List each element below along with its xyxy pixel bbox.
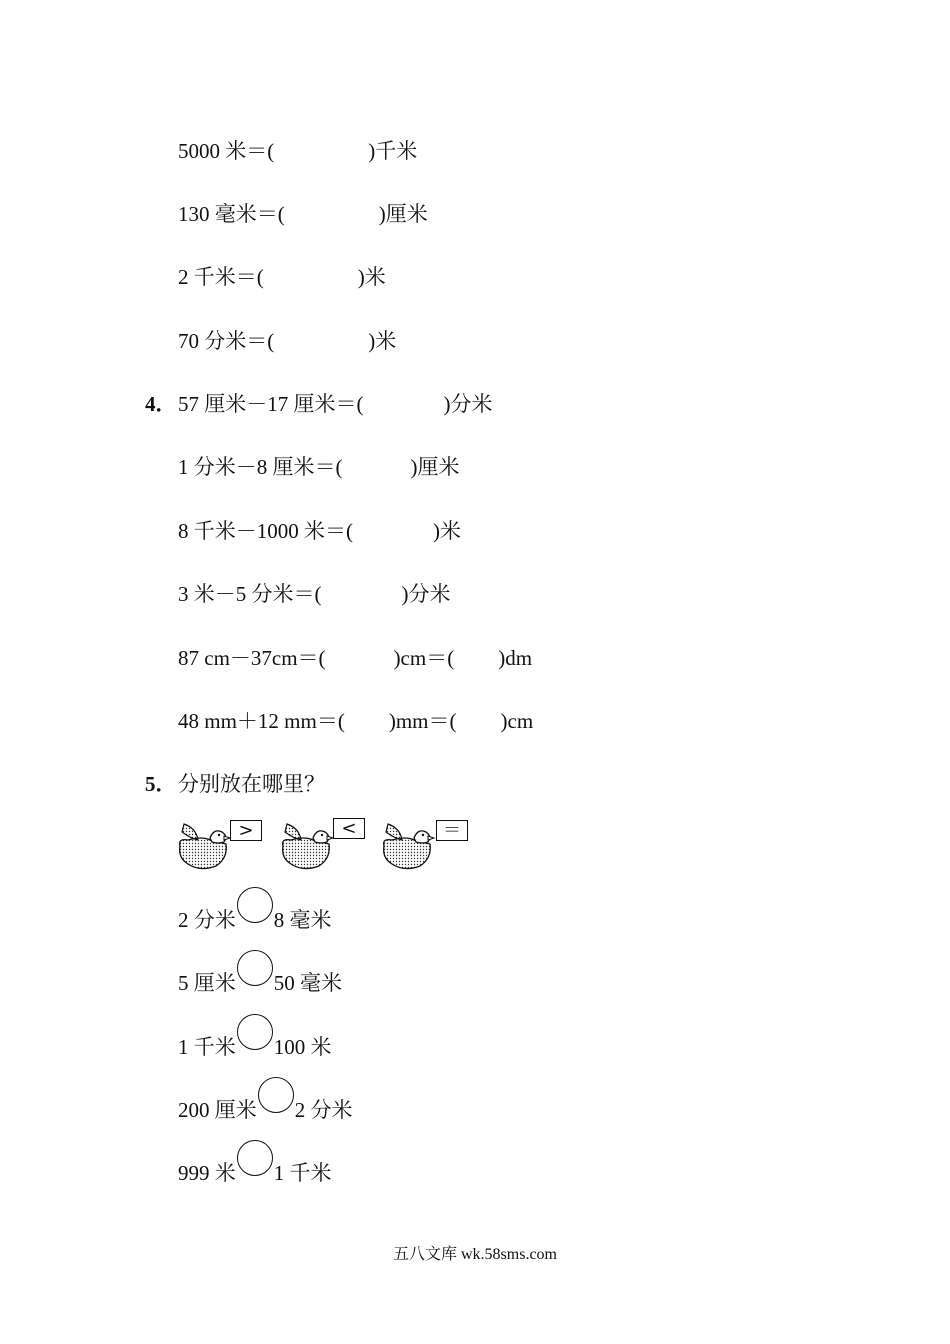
q4-line-1-left: 57 厘米－17 厘米＝( [178, 392, 364, 416]
compare-left: 5 厘米 [178, 971, 236, 995]
compare-left: 2 分米 [178, 908, 236, 932]
q3-line-4 [178, 328, 396, 354]
compare-item-5 [178, 1150, 332, 1186]
q4-line-3-left: 8 千米－1000 米＝( [178, 519, 353, 543]
q3-line-4-left: 70 分米＝( [178, 329, 275, 353]
q3-line-3-left: 2 千米＝( [178, 265, 264, 289]
q4-line-6-b: )mm＝( [388, 709, 457, 733]
compare-left: 999 米 [178, 1161, 236, 1185]
compare-right: 100 米 [273, 1035, 332, 1059]
q4-line-3 [178, 518, 461, 544]
answer-circle[interactable] [237, 950, 273, 986]
answer-circle[interactable] [237, 1140, 273, 1176]
q4-line-4-left: 3 米－5 分米＝( [178, 582, 322, 606]
footer-watermark: 五八文库 wk.58sms.com [392, 1246, 557, 1263]
answer-circle[interactable] [237, 1014, 273, 1050]
q4-line-3-right: )米 [433, 519, 461, 543]
q5-number: 5． [145, 772, 177, 796]
compare-item-4 [178, 1087, 353, 1123]
q4-line-2-right: )厘米 [410, 455, 460, 479]
answer-circle[interactable] [237, 887, 273, 923]
q4-line-6 [178, 708, 533, 734]
q4-line-5-b: )cm＝( [393, 646, 455, 670]
compare-right: 1 千米 [273, 1161, 332, 1185]
compare-right: 8 毫米 [273, 908, 332, 932]
q5-title: 分别放在哪里？ [178, 772, 325, 796]
q3-line-1 [178, 138, 417, 164]
compare-left: 200 厘米 [178, 1098, 257, 1122]
compare-item-2 [178, 960, 342, 996]
bird-icon [279, 818, 335, 872]
q4-line-5-a: 87 cm－37cm＝( [178, 646, 326, 670]
q4-number: 4． [145, 392, 177, 416]
compare-item-3 [178, 1024, 332, 1060]
q4-line-6-a: 48 mm＋12 mm＝( [178, 709, 345, 733]
q3-line-1-right: )千米 [368, 139, 418, 163]
equal-symbol-box: ＝ [436, 820, 468, 841]
bird-icon [176, 818, 232, 872]
compare-right: 2 分米 [294, 1098, 353, 1122]
compare-item-1 [178, 897, 332, 933]
q4-line-4 [178, 581, 451, 607]
q3-line-4-right: )米 [368, 329, 397, 353]
answer-circle[interactable] [258, 1077, 294, 1113]
q3-line-2 [178, 201, 428, 227]
compare-right: 50 毫米 [273, 971, 342, 995]
q3-line-3 [178, 264, 386, 290]
q3-line-2-right: )厘米 [378, 202, 428, 226]
bird-icon [380, 818, 436, 872]
q4-line-5 [178, 645, 532, 671]
q4-line-4-right: )分米 [401, 582, 451, 606]
less-symbol-box: < [333, 818, 365, 839]
q4-line-5-c: )dm [498, 646, 533, 670]
q4-line-6-c: )cm [500, 709, 534, 733]
q3-line-1-left: 5000 米＝( [178, 139, 275, 163]
greater-symbol-box: > [230, 820, 262, 841]
q4-line-1-right: )分米 [443, 392, 493, 416]
q3-line-2-left: 130 毫米＝( [178, 202, 285, 226]
compare-left: 1 千米 [178, 1035, 236, 1059]
q4-line-2 [178, 454, 460, 480]
q4-line-1 [178, 391, 493, 417]
q4-line-2-left: 1 分米－8 厘米＝( [178, 455, 343, 479]
q3-line-3-right: )米 [357, 265, 386, 289]
